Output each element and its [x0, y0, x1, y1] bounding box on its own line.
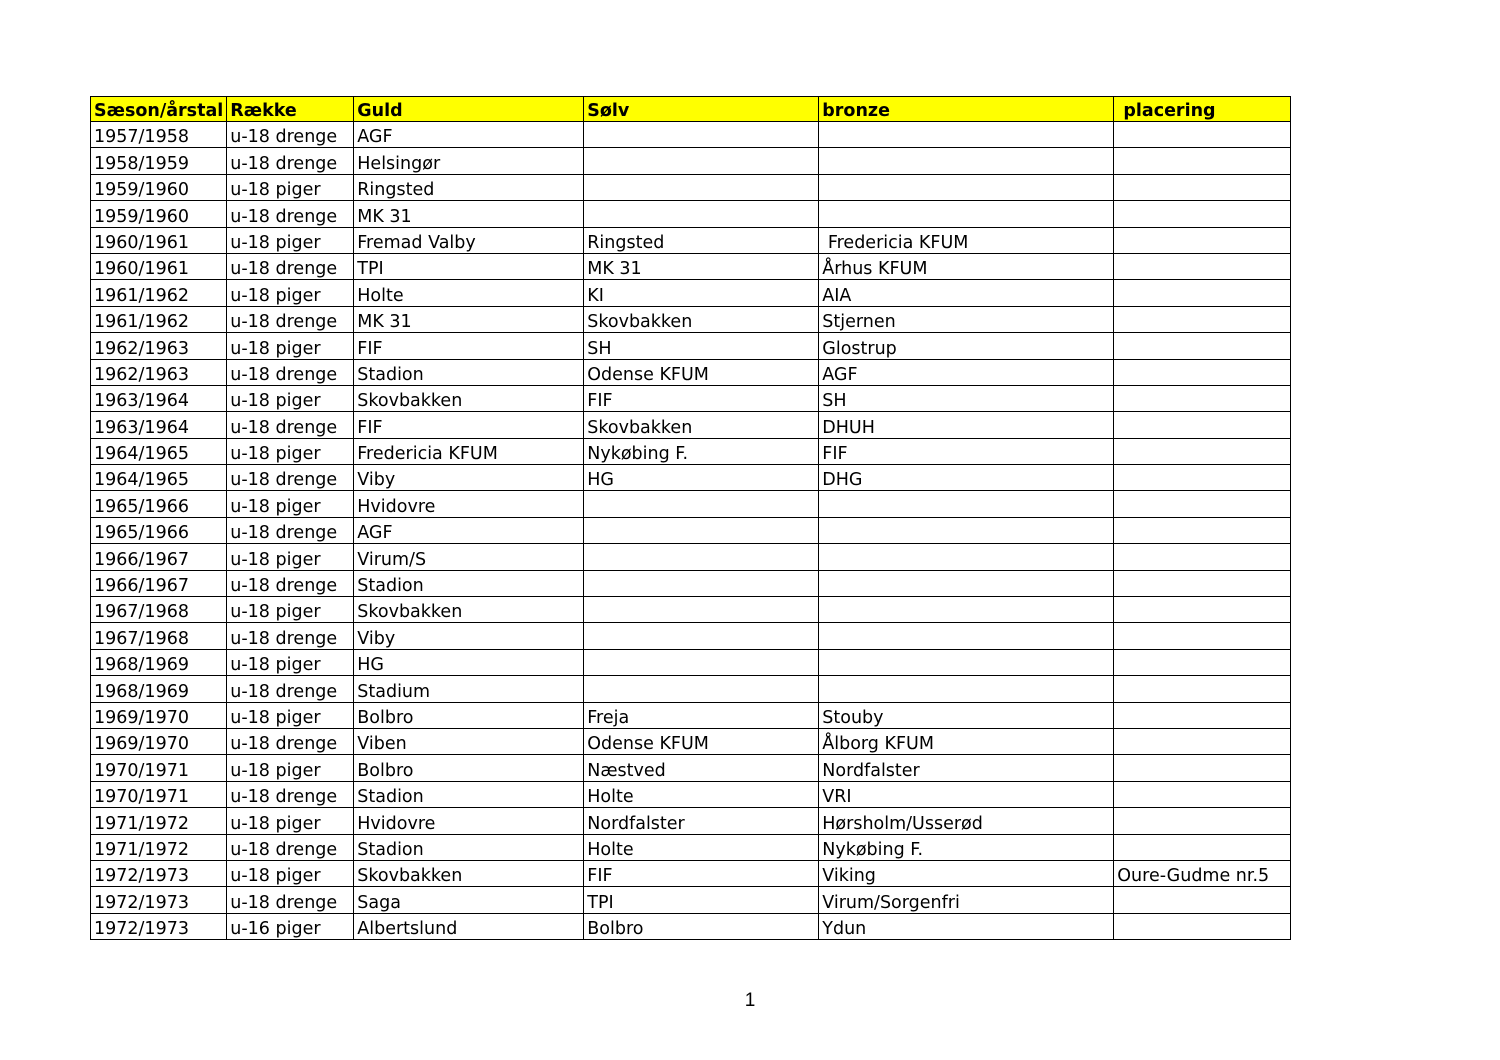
table-row	[91, 465, 1291, 491]
division-cell: u-18 piger	[227, 808, 354, 834]
table-row	[91, 359, 1291, 385]
season-cell: 1970/1971	[91, 781, 227, 807]
table-row	[91, 385, 1291, 411]
table-row	[91, 808, 1291, 834]
season-cell: 1969/1970	[91, 702, 227, 728]
table-row	[91, 306, 1291, 332]
silver-cell	[584, 649, 819, 675]
page-number: 1	[744, 990, 756, 1011]
table-row	[91, 174, 1291, 200]
header-bronze: bronze	[819, 97, 1114, 122]
silver-cell	[584, 122, 819, 148]
silver-cell: Nykøbing F.	[584, 438, 819, 464]
gold-cell: Stadion	[354, 359, 584, 385]
gold-cell: Holte	[354, 280, 584, 306]
table-row	[91, 755, 1291, 781]
season-cell: 1972/1973	[91, 860, 227, 886]
bronze-cell: DHUH	[819, 412, 1114, 438]
gold-cell: Viben	[354, 728, 584, 754]
silver-cell: Skovbakken	[584, 412, 819, 438]
division-cell: u-18 piger	[227, 333, 354, 359]
silver-cell: FIF	[584, 385, 819, 411]
header-division: Række	[227, 97, 354, 122]
division-cell: u-18 drenge	[227, 306, 354, 332]
gold-cell: Skovbakken	[354, 597, 584, 623]
season-cell: 1968/1969	[91, 649, 227, 675]
season-cell: 1958/1959	[91, 148, 227, 174]
placement-cell	[1114, 755, 1291, 781]
gold-cell: Viby	[354, 623, 584, 649]
gold-cell: Albertslund	[354, 913, 584, 939]
silver-cell: Ringsted	[584, 227, 819, 253]
silver-cell: TPI	[584, 887, 819, 913]
bronze-cell: FIF	[819, 438, 1114, 464]
placement-cell	[1114, 649, 1291, 675]
placement-cell	[1114, 597, 1291, 623]
table-row	[91, 834, 1291, 860]
silver-cell: Holte	[584, 834, 819, 860]
season-cell: 1959/1960	[91, 174, 227, 200]
header-gold: Guld	[354, 97, 584, 122]
division-cell: u-18 drenge	[227, 676, 354, 702]
placement-cell	[1114, 728, 1291, 754]
placement-cell	[1114, 517, 1291, 543]
table-row	[91, 412, 1291, 438]
table-row	[91, 676, 1291, 702]
season-cell: 1963/1964	[91, 385, 227, 411]
season-cell: 1970/1971	[91, 755, 227, 781]
season-cell: 1966/1967	[91, 570, 227, 596]
table-row	[91, 201, 1291, 227]
placement-cell	[1114, 544, 1291, 570]
division-cell: u-18 drenge	[227, 359, 354, 385]
table-header	[91, 97, 1291, 122]
gold-cell: Stadium	[354, 676, 584, 702]
gold-cell: Helsingør	[354, 148, 584, 174]
silver-cell: Odense KFUM	[584, 728, 819, 754]
table-body	[91, 122, 1291, 940]
table-row	[91, 148, 1291, 174]
bronze-cell	[819, 623, 1114, 649]
bronze-cell	[819, 491, 1114, 517]
gold-cell: Virum/S	[354, 544, 584, 570]
bronze-cell: Viking	[819, 860, 1114, 886]
gold-cell: Skovbakken	[354, 385, 584, 411]
bronze-cell	[819, 570, 1114, 596]
placement-cell	[1114, 227, 1291, 253]
division-cell: u-18 piger	[227, 438, 354, 464]
bronze-cell	[819, 544, 1114, 570]
season-cell: 1971/1972	[91, 808, 227, 834]
bronze-cell: Ålborg KFUM	[819, 728, 1114, 754]
gold-cell: TPI	[354, 253, 584, 279]
placement-cell	[1114, 385, 1291, 411]
season-cell: 1961/1962	[91, 306, 227, 332]
table-row	[91, 781, 1291, 807]
bronze-cell: Stjernen	[819, 306, 1114, 332]
season-cell: 1959/1960	[91, 201, 227, 227]
placement-cell	[1114, 808, 1291, 834]
placement-cell	[1114, 781, 1291, 807]
silver-cell: Nordfalster	[584, 808, 819, 834]
bronze-cell	[819, 676, 1114, 702]
placement-cell	[1114, 201, 1291, 227]
placement-cell	[1114, 412, 1291, 438]
silver-cell: HG	[584, 465, 819, 491]
gold-cell: Ringsted	[354, 174, 584, 200]
silver-cell	[584, 597, 819, 623]
placement-cell	[1114, 913, 1291, 939]
gold-cell: Stadion	[354, 570, 584, 596]
header-placement: placering	[1114, 97, 1291, 122]
silver-cell	[584, 491, 819, 517]
season-cell: 1962/1963	[91, 359, 227, 385]
silver-cell: Bolbro	[584, 913, 819, 939]
division-cell: u-18 drenge	[227, 122, 354, 148]
placement-cell	[1114, 491, 1291, 517]
results-table	[90, 96, 1291, 940]
table-row	[91, 253, 1291, 279]
bronze-cell: Stouby	[819, 702, 1114, 728]
silver-cell	[584, 201, 819, 227]
gold-cell: MK 31	[354, 306, 584, 332]
gold-cell: Saga	[354, 887, 584, 913]
table-row	[91, 544, 1291, 570]
bronze-cell	[819, 174, 1114, 200]
season-cell: 1961/1962	[91, 280, 227, 306]
bronze-cell	[819, 597, 1114, 623]
placement-cell	[1114, 702, 1291, 728]
season-cell: 1967/1968	[91, 597, 227, 623]
division-cell: u-18 piger	[227, 597, 354, 623]
placement-cell	[1114, 333, 1291, 359]
division-cell: u-18 drenge	[227, 465, 354, 491]
gold-cell: AGF	[354, 517, 584, 543]
placement-cell	[1114, 570, 1291, 596]
gold-cell: Skovbakken	[354, 860, 584, 886]
bronze-cell	[819, 122, 1114, 148]
division-cell: u-18 piger	[227, 860, 354, 886]
season-cell: 1972/1973	[91, 887, 227, 913]
placement-cell	[1114, 174, 1291, 200]
gold-cell: Hvidovre	[354, 808, 584, 834]
placement-cell	[1114, 887, 1291, 913]
table-row	[91, 623, 1291, 649]
division-cell: u-18 drenge	[227, 623, 354, 649]
division-cell: u-18 piger	[227, 385, 354, 411]
silver-cell: Skovbakken	[584, 306, 819, 332]
season-cell: 1965/1966	[91, 517, 227, 543]
bronze-cell: Nykøbing F.	[819, 834, 1114, 860]
silver-cell: Odense KFUM	[584, 359, 819, 385]
placement-cell	[1114, 280, 1291, 306]
placement-cell	[1114, 438, 1291, 464]
table-row	[91, 728, 1291, 754]
placement-cell	[1114, 306, 1291, 332]
silver-cell: MK 31	[584, 253, 819, 279]
silver-cell: KI	[584, 280, 819, 306]
gold-cell: MK 31	[354, 201, 584, 227]
table-row	[91, 570, 1291, 596]
gold-cell: Hvidovre	[354, 491, 584, 517]
gold-cell: HG	[354, 649, 584, 675]
gold-cell: Bolbro	[354, 702, 584, 728]
division-cell: u-16 piger	[227, 913, 354, 939]
gold-cell: AGF	[354, 122, 584, 148]
table-row	[91, 597, 1291, 623]
bronze-cell	[819, 201, 1114, 227]
header-row	[91, 97, 1291, 122]
division-cell: u-18 drenge	[227, 253, 354, 279]
silver-cell	[584, 174, 819, 200]
season-cell: 1960/1961	[91, 227, 227, 253]
season-cell: 1965/1966	[91, 491, 227, 517]
division-cell: u-18 piger	[227, 544, 354, 570]
silver-cell	[584, 676, 819, 702]
division-cell: u-18 piger	[227, 702, 354, 728]
silver-cell: Holte	[584, 781, 819, 807]
silver-cell: SH	[584, 333, 819, 359]
bronze-cell	[819, 517, 1114, 543]
season-cell: 1968/1969	[91, 676, 227, 702]
table-row	[91, 913, 1291, 939]
division-cell: u-18 piger	[227, 174, 354, 200]
bronze-cell: AGF	[819, 359, 1114, 385]
season-cell: 1972/1973	[91, 913, 227, 939]
table-row	[91, 491, 1291, 517]
table-row	[91, 860, 1291, 886]
bronze-cell: Hørsholm/Usserød	[819, 808, 1114, 834]
bronze-cell: Fredericia KFUM	[819, 227, 1114, 253]
division-cell: u-18 drenge	[227, 834, 354, 860]
gold-cell: FIF	[354, 412, 584, 438]
placement-cell	[1114, 253, 1291, 279]
season-cell: 1967/1968	[91, 623, 227, 649]
silver-cell	[584, 544, 819, 570]
division-cell: u-18 piger	[227, 227, 354, 253]
bronze-cell: DHG	[819, 465, 1114, 491]
silver-cell: Freja	[584, 702, 819, 728]
bronze-cell	[819, 148, 1114, 174]
placement-cell	[1114, 834, 1291, 860]
division-cell: u-18 drenge	[227, 412, 354, 438]
table-row	[91, 702, 1291, 728]
placement-cell	[1114, 465, 1291, 491]
division-cell: u-18 piger	[227, 280, 354, 306]
gold-cell: Viby	[354, 465, 584, 491]
season-cell: 1964/1965	[91, 438, 227, 464]
division-cell: u-18 drenge	[227, 781, 354, 807]
gold-cell: Stadion	[354, 834, 584, 860]
bronze-cell: Ydun	[819, 913, 1114, 939]
season-cell: 1957/1958	[91, 122, 227, 148]
placement-cell	[1114, 676, 1291, 702]
placement-cell: Oure-Gudme nr.5	[1114, 860, 1291, 886]
silver-cell: Næstved	[584, 755, 819, 781]
table-row	[91, 887, 1291, 913]
bronze-cell: AIA	[819, 280, 1114, 306]
division-cell: u-18 drenge	[227, 570, 354, 596]
silver-cell: FIF	[584, 860, 819, 886]
division-cell: u-18 drenge	[227, 517, 354, 543]
gold-cell: Fredericia KFUM	[354, 438, 584, 464]
division-cell: u-18 drenge	[227, 148, 354, 174]
season-cell: 1964/1965	[91, 465, 227, 491]
bronze-cell: Århus KFUM	[819, 253, 1114, 279]
header-season: Sæson/årstal	[91, 97, 227, 122]
table-row	[91, 649, 1291, 675]
table-row	[91, 333, 1291, 359]
table-row	[91, 280, 1291, 306]
division-cell: u-18 piger	[227, 491, 354, 517]
season-cell: 1966/1967	[91, 544, 227, 570]
table-row	[91, 517, 1291, 543]
gold-cell: Fremad Valby	[354, 227, 584, 253]
table-row	[91, 227, 1291, 253]
bronze-cell: Nordfalster	[819, 755, 1114, 781]
bronze-cell: VRI	[819, 781, 1114, 807]
placement-cell	[1114, 122, 1291, 148]
bronze-cell: Virum/Sorgenfri	[819, 887, 1114, 913]
season-cell: 1960/1961	[91, 253, 227, 279]
placement-cell	[1114, 623, 1291, 649]
season-cell: 1969/1970	[91, 728, 227, 754]
placement-cell	[1114, 148, 1291, 174]
season-cell: 1971/1972	[91, 834, 227, 860]
silver-cell	[584, 517, 819, 543]
division-cell: u-18 drenge	[227, 201, 354, 227]
header-silver: Sølv	[584, 97, 819, 122]
table-row	[91, 122, 1291, 148]
division-cell: u-18 drenge	[227, 887, 354, 913]
division-cell: u-18 piger	[227, 755, 354, 781]
table-row	[91, 438, 1291, 464]
season-cell: 1963/1964	[91, 412, 227, 438]
silver-cell	[584, 623, 819, 649]
bronze-cell: SH	[819, 385, 1114, 411]
division-cell: u-18 drenge	[227, 728, 354, 754]
gold-cell: Bolbro	[354, 755, 584, 781]
placement-cell	[1114, 359, 1291, 385]
division-cell: u-18 piger	[227, 649, 354, 675]
silver-cell	[584, 148, 819, 174]
bronze-cell: Glostrup	[819, 333, 1114, 359]
silver-cell	[584, 570, 819, 596]
gold-cell: Stadion	[354, 781, 584, 807]
season-cell: 1962/1963	[91, 333, 227, 359]
gold-cell: FIF	[354, 333, 584, 359]
bronze-cell	[819, 649, 1114, 675]
